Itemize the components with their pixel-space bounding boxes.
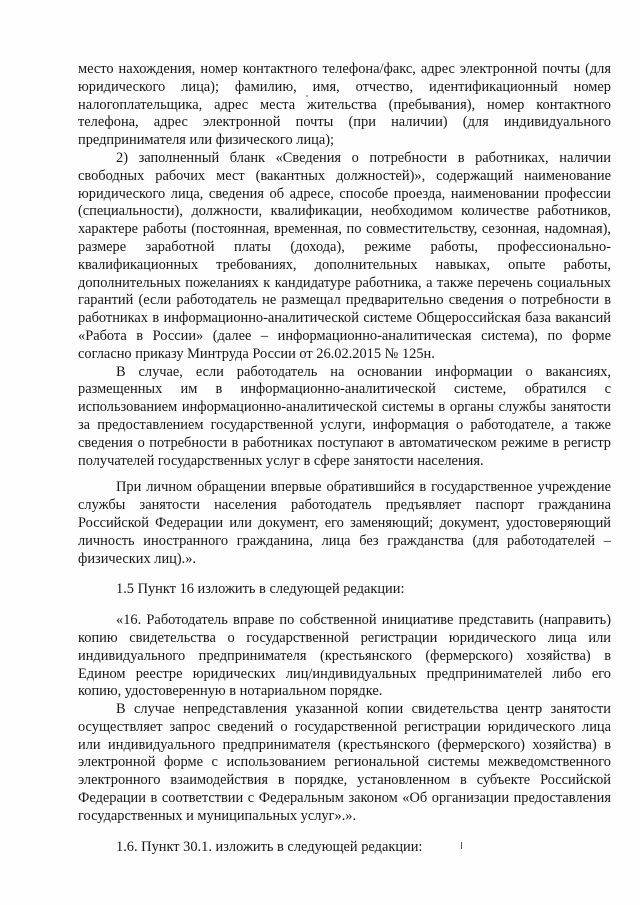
paragraph-item-16: «16. Работодатель вправе по собственной инициативе представить (направить) копию свидетельства о государственной регистрации юридического лица или индивидуального предпринимателя (крестьянского (фермерского) хозяйства) в Едином реестре юридических лиц/индивидуальных предпринимателей либо его копию, удостоверенную в нотариальном порядке.	[78, 612, 611, 700]
paragraph-contact-details: место нахождения, номер контактного телефона/факс, адрес электронной почты (для юридического лица); фамилию, имя, отчество, идентификационный номер налогоплательщика, адрес места жительства (пребывания), номер контактного телефона, адрес электронной почты (при наличии) (для индивидуального предпринимателя или физического лица);	[78, 61, 611, 149]
paragraph-certificate-request: В случае непредставления указанной копии свидетельства центр занятости осуществляет запрос сведений о государственной регистрации юридического лица или индивидуального предпринимателя (крестьянского (фермерского) хозяйства) в электронной форме с использованием региональной системы межведомственного электронного взаимодействия в порядке, установленном в субъекте Российской Федерации в соответствии с Федеральным законом «Об организации предоставления государственных и муниципальных услуг».».	[78, 701, 611, 824]
paragraph-personal-visit: При личном обращении впервые обратившийся в государственное учреждение службы занятости населения работодатель предъявляет паспорт гражданина Российской Федерации или документ, его заменяющий; документ, удостоверяющий личность иностранного гражданина, лица без гражданства (для работодателей – физических лиц).».	[78, 479, 611, 567]
paragraph-item-1-5-heading: 1.5 Пункт 16 изложить в следующей редакции:	[116, 581, 405, 598]
document-body	[78, 61, 611, 856]
paragraph-info-system-request: В случае, если работодатель на основании информации о вакансиях, размещенных им в информационно-аналитической системе, обратился с использованием информационно-аналитической системы в органы службы занятости за предоставлением государственной услуги, информация о работодателе, а также сведения о потребности в работниках поступают в автоматическом режиме в регистр получателей государственных услуг в сфере занятости населения.	[78, 363, 611, 469]
scan-mark	[461, 842, 462, 849]
paragraph-vacancy-form: 2) заполненный бланк «Сведения о потребности в работниках, наличии свободных рабочих мест (вакантных должностей)», содержащий наименование юридического лица, сведения об адресе, способе проезда, наименовании профессии (специальности), должности, квалификации, необходимом количестве работников, характере работы (постоянная, временная, по совместительству, сезонная, надомная), размере заработной платы (дохода), режиме работы, профессионально-квалификационных требованиях, дополнительных навыках, опыте работы, дополнительных пожеланиях к кандидатуре работника, а также перечень социальных гарантий (если работодатель не размещал предварительно сведения о потребности в работниках в информационно-аналитической системе Общероссийская база вакансий «Работа в России» (далее – информационно-аналитическая система), по форме согласно приказу Минтруда России от 26.02.2015 № 125н.	[78, 149, 611, 362]
paragraph-item-1-6-heading: 1.6. Пункт 30.1. изложить в следующей редакции:	[116, 838, 423, 855]
